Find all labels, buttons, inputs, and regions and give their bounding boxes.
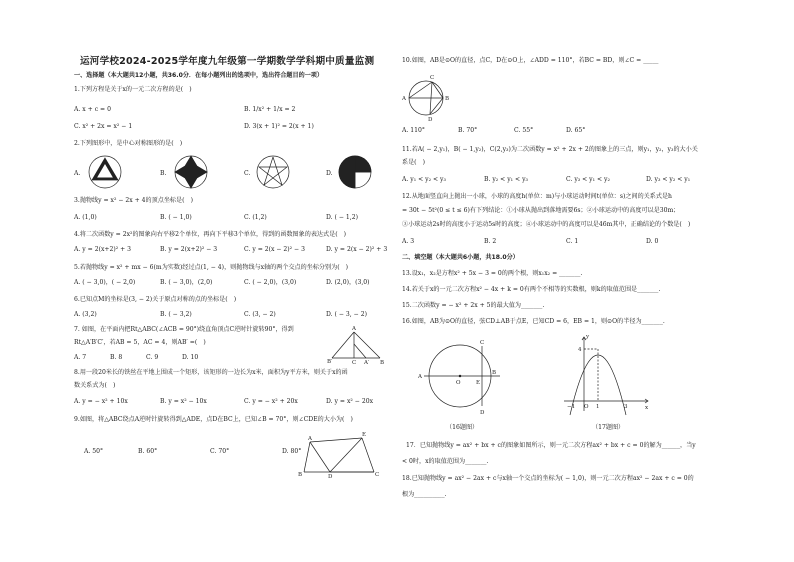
- q7-label-bp: B′: [327, 359, 333, 365]
- q4-option-c: C. y = 2(x − 2)² − 3: [244, 246, 305, 253]
- q7-stem-line2: Rt△A′B′C′，若AB = 5，AC = 4，则AB′ =( ): [74, 339, 206, 346]
- q14-text: 14.若关于x的一元二次方程x² − 4x + k = 0有两个不相等的实数根，则k的取值范围是_______.: [402, 286, 661, 293]
- q16-text: 16.如图，AB为⊙O的直径，弦CD⊥AB于点E，已知CD = 6，EB = 1，则⊙O的半径为_______.: [402, 318, 665, 325]
- q5-option-b: B. ( − 3,0)，(2,0): [160, 279, 213, 286]
- q6-option-a: A. (3,2): [74, 311, 97, 318]
- q10-label-d: D: [428, 117, 433, 123]
- q12-stem-line1: 12.从地面竖直向上抛出一小球，小球的高度h(单位：m)与小球运动时间t(单位：s)之间的关系式是h: [402, 193, 672, 200]
- q9-stem: 9.如图，将△ABC绕点A逆时针旋转得到△ADE，点D在BC上，已知∠B = 70°，则∠CDE的大小为( ): [74, 416, 353, 423]
- q2-figure-a: [88, 155, 124, 191]
- q3-stem: 3.抛物线y = x² − 2x + 4的顶点坐标是( ): [74, 197, 193, 204]
- q5-option-c: C. ( − 2,0)，(3,0): [244, 279, 297, 286]
- q7-option-d: D. 10: [182, 354, 199, 361]
- q9-option-a: A. 50°: [84, 448, 104, 455]
- q7-label-c: C: [352, 360, 357, 366]
- q16-caption: （16题图）: [446, 424, 479, 431]
- q17-label-neg1: −1: [567, 404, 576, 410]
- q2-figure-d: [338, 155, 374, 191]
- q7-stem-line1: 7. 如图，在平面内把Rt△ABC(∠ACB = 90°)绕直角顶点C逆时针旋转90°，得到: [74, 326, 294, 333]
- q2-option-d: D.: [326, 170, 333, 177]
- q17-label-1: 1: [596, 404, 600, 410]
- q12-option-c: C. 1: [566, 238, 579, 245]
- q10-option-c: C. 55°: [514, 127, 534, 134]
- q18-text-line2: 根为__________.: [402, 491, 447, 498]
- q9-option-c: C. 70°: [210, 448, 230, 455]
- q16-label-e: E: [476, 380, 481, 386]
- q17-label-4: 4: [578, 347, 582, 353]
- q12-option-a: A. 3: [402, 238, 415, 245]
- q3-option-c: C. (1,2): [244, 214, 267, 221]
- q17-label-y: y: [586, 334, 590, 340]
- q2-option-a: A.: [74, 170, 81, 177]
- q17-text-line1: 17．已知抛物线y = ax² + bx + c的图象如图所示，则一元二次方程ax² + bx + c = 0的解为______，当y: [406, 442, 696, 449]
- q7-label-a: A: [352, 326, 356, 332]
- q8-option-c: C. y = − x² + 20x: [244, 398, 298, 405]
- q12-option-d: D. 0: [646, 238, 659, 245]
- q7-option-b: B. 8: [110, 354, 123, 361]
- q10-option-d: D. 65°: [566, 127, 586, 134]
- q17-caption: （17题图）: [592, 424, 625, 431]
- q3-option-b: B. ( − 1,0): [160, 214, 192, 221]
- exam-title: 运河学校2024-2025学年度九年级第一学期数学学科期中质量监测: [80, 56, 375, 67]
- q7-label-b: B: [380, 360, 385, 366]
- q10-label-a: A: [402, 96, 406, 102]
- q2-figure-b: [174, 155, 210, 191]
- q16-figure: [418, 338, 512, 418]
- q5-stem: 5.若抛物线y = x² + mx − 6(m为实数)经过点(1, − 4)，则抛物线与x轴的两个交点的坐标分别为( ): [74, 264, 349, 271]
- q18-text-line1: 18.已知抛物线y = ax² − 2ax + c与x轴一个交点的坐标为( − 1,0)，则一元二次方程ax² − 2ax + c = 0的: [402, 475, 694, 482]
- q11-option-a: A. y₁ < y₂ < y₃: [402, 176, 446, 183]
- q11-stem-line1: 11.若A( − 2,y₁)，B( − 1,y₂)，C(2,y₃)为二次函数y = x² + 2x + 2的图象上的三点，则y₁，y₂，y₃的大小关: [402, 146, 698, 153]
- q2-figure-c: [256, 155, 292, 191]
- q5-option-d: D. (2,0)，(3,0): [326, 279, 370, 286]
- q6-option-c: C. (3, − 2): [244, 311, 276, 318]
- q2-option-c: C.: [244, 170, 251, 177]
- q1-option-c: C. x² + 2x = x² − 1: [74, 123, 133, 130]
- q9-option-b: B. 60°: [138, 448, 158, 455]
- q7-option-a: A. 7: [74, 354, 87, 361]
- q12-stem-line3: ③小球运动2s时的高度小于运动5s时的高度；④小球运动中的高度可以是46m其中，正确结论的个数是( ): [402, 221, 691, 228]
- q11-option-b: B. y₂ < y₁ < y₃: [484, 176, 528, 183]
- q16-label-a: A: [418, 374, 422, 380]
- q4-option-d: D. y = 2(x − 2)² + 3: [326, 246, 388, 253]
- q15-text: 15.二次函数y = − x² + 2x + 5的最大值为_______.: [402, 302, 545, 309]
- q1-stem: 1.下列方程是关于x的一元二次方程的是( ): [74, 86, 192, 93]
- q10-figure: [402, 72, 450, 123]
- q9-label-d: D: [328, 474, 333, 480]
- q2-stem: 2.下列图形中，是中心对称图形的是( ): [74, 140, 183, 147]
- q17-text-line2: < 0时，x的取值范围为_______.: [402, 458, 489, 465]
- q7-figure: [327, 326, 390, 366]
- q10-label-c: C: [430, 75, 435, 81]
- q9-label-b: B: [298, 472, 303, 478]
- q11-stem-line2: 系是( ): [402, 159, 426, 166]
- q9-label-a: A: [308, 436, 312, 442]
- q8-option-b: B. y = x² − 10x: [160, 398, 207, 405]
- q5-option-a: A. ( − 3,0)，( − 2,0): [74, 279, 136, 286]
- section-fill-heading: 二、填空题（本大题共6小题，共18.0分）: [402, 254, 519, 261]
- q7-label-ap: A′: [364, 360, 370, 366]
- q6-option-d: D. ( − 3, − 2): [326, 311, 367, 318]
- q9-figure: [298, 432, 382, 480]
- q4-option-a: A. y = 2(x+2)² + 3: [74, 246, 132, 253]
- q6-stem: 6.已知点M的坐标是(3, − 2)关于原点对称的点的坐标是( ): [74, 296, 237, 303]
- q8-option-d: D. y = x² − 20x: [326, 398, 374, 405]
- q1-option-a: A. x + c = 0: [74, 106, 111, 113]
- q11-option-d: D. y₃ < y₂ < y₁: [646, 176, 691, 183]
- q17-figure: [562, 335, 652, 415]
- q10-option-a: A. 110°: [402, 127, 425, 134]
- q10-stem: 10.如图，AB是⊙O的直径，点C，D在⊙O上，∠ADD = 110°，若BC = BD，则∠C = _____: [402, 57, 659, 64]
- q3-option-d: D. ( − 1,2): [326, 214, 358, 221]
- q12-stem-line2: = 30t − 5t²(0 ≤ t ≤ 6)有下列结论：①小球从抛出到落地需要6s；②小球运动中的高度可以是30m；: [402, 207, 680, 214]
- q11-option-c: C. y₃ < y₁ < y₂: [566, 176, 610, 183]
- q4-option-b: B. y = 2(x+2)² − 3: [160, 246, 218, 253]
- q7-option-c: C. 9: [146, 354, 159, 361]
- q8-option-a: A. y = − x² + 10x: [74, 398, 128, 405]
- q9-label-c: C: [375, 472, 380, 478]
- q1-option-b: B. 1/x² + 1/x = 2: [244, 106, 296, 113]
- q3-option-a: A. (1,0): [74, 214, 97, 221]
- q1-option-d: D. 3(x + 1)² = 2(x + 1): [244, 123, 314, 130]
- q4-stem: 4.将二次函数y = 2x²的图象向右平移2个单位，再向下平移3个单位，得到的函数图象的表达式是( ): [74, 231, 347, 238]
- q2-option-b: B.: [160, 170, 167, 177]
- q16-label-o: O: [456, 380, 461, 386]
- q10-label-b: B: [445, 96, 450, 102]
- q8-stem-line2: 数关系式为( ): [74, 382, 116, 389]
- q16-label-c: C: [480, 340, 485, 346]
- q17-label-origin: O: [584, 404, 589, 410]
- q12-option-b: B. 2: [484, 238, 497, 245]
- q6-option-b: B. ( − 3,2): [160, 311, 192, 318]
- q17-label-3: 3: [624, 404, 628, 410]
- q9-option-d: D. 80°: [282, 448, 302, 455]
- q8-stem-line1: 8.用一段20米长的铁丝在平地上围成一个矩形，该矩形的一边长为x米，面积为y平方米，则关于x的函: [74, 369, 348, 376]
- q16-label-b: B: [492, 370, 497, 376]
- q16-label-d: D: [480, 410, 485, 416]
- q13-text: 13.设x₁，x₂是方程x² + 5x − 3 = 0的两个根，则x₁x₂ = _______.: [402, 270, 583, 277]
- q10-option-b: B. 70°: [458, 127, 478, 134]
- q9-label-e: E: [362, 432, 367, 438]
- q17-label-x: x: [645, 405, 649, 411]
- section-choice-heading: 一、选择题（本大题共12小题，共36.0分．在每小题列出的选项中，选出符合题目的一项）: [74, 72, 323, 79]
